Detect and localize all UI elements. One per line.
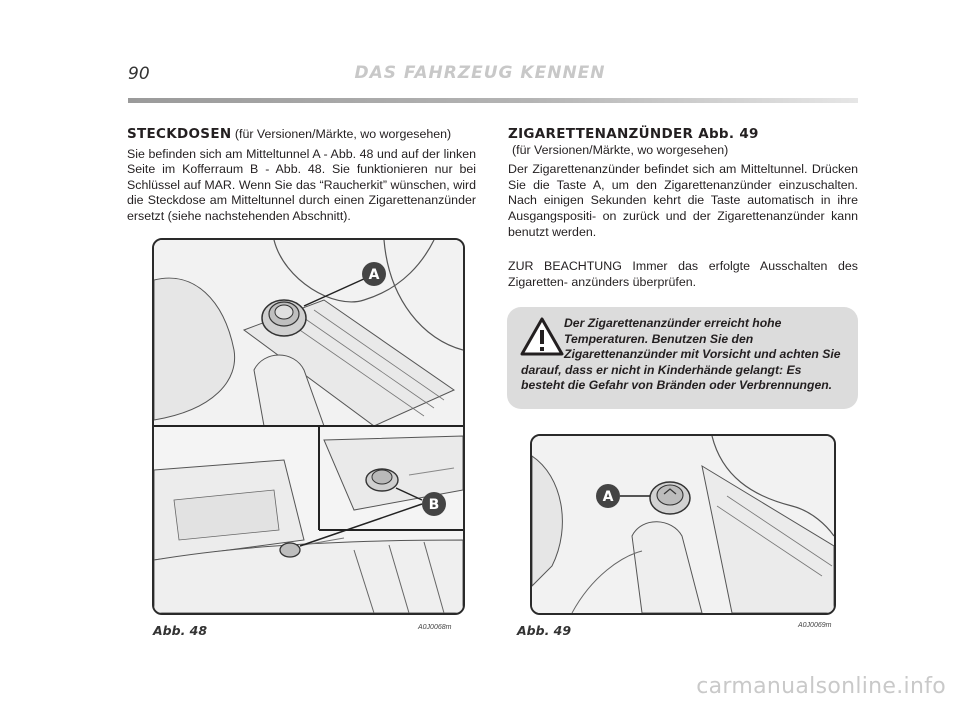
warning-box xyxy=(507,307,858,409)
left-column xyxy=(127,127,476,225)
figure-48-label-a: A xyxy=(368,267,380,283)
warning-text: Der Zigarettenanzünder erreicht hohe Temperaturen. Benutzen Sie den Zigarettenanzünder mit Vorsicht und achten Sie darauf, dass er nicht in Kinderhände gelangt: Es besteht die Gefahr von Bränden oder Verbrennungen. xyxy=(521,316,841,393)
figure-48-illustration xyxy=(154,240,463,613)
figure-48-caption: Abb. 48 xyxy=(153,623,208,638)
section-title: DAS FAHRZEUG KENNEN xyxy=(354,63,606,83)
figure-48-code: A0J0068m xyxy=(418,624,452,631)
zigarettenanzuender-heading-note: (für Versionen/Märkte, wo worgesehen) xyxy=(512,142,729,157)
right-column xyxy=(508,127,858,290)
figure-49-illustration xyxy=(532,436,834,613)
figure-49-caption: Abb. 49 xyxy=(517,623,572,638)
warning-text-block xyxy=(521,316,847,394)
steckdosen-heading-line xyxy=(127,127,476,143)
steckdosen-heading: STECKDOSEN xyxy=(127,126,232,142)
watermark: carmanualsonline.info xyxy=(696,674,946,699)
zigarettenanzuender-heading: ZIGARETTENANZÜNDER Abb. 49 xyxy=(508,126,759,142)
zigarettenanzuender-body: Der Zigarettenanzünder befindet sich am Mitteltunnel. Drücken Sie die Taste A, um den Zigarettenanzünder einzuschalten. Nach einigen Sekunden kehrt die Taste automatisch in ihre Ausgangspositi- on zurück und der Zigarettenanzünder kann benutzt werden. xyxy=(508,162,858,239)
figure-49-code: A0J0069m xyxy=(798,622,832,629)
figure-48-label-b: B xyxy=(428,497,440,513)
figure-49-label-a: A xyxy=(602,489,614,505)
figure-48 xyxy=(152,238,465,615)
page-number: 90 xyxy=(128,64,150,84)
figure-49 xyxy=(530,434,836,615)
steckdosen-body: Sie befinden sich am Mitteltunnel A - Abb. 48 und auf der linken Seite im Kofferraum B - Abb. 48. Sie funktionieren nur bei Schlüssel auf MAR. Wenn Sie das “Raucherkit” wünschen, wird die Steckdose am Mitteltunnel durch einen Zigarettenanzünder ersetzt (siehe nachstehenden Abschnitt). xyxy=(127,146,476,223)
header-rule xyxy=(128,98,858,103)
zur-beachtung-note: ZUR BEACHTUNG Immer das erfolgte Ausschalten des Zigaretten- anzünders überprüfen. xyxy=(508,259,858,289)
steckdosen-heading-note: (für Versionen/Märkte, wo worgesehen) xyxy=(234,127,452,141)
